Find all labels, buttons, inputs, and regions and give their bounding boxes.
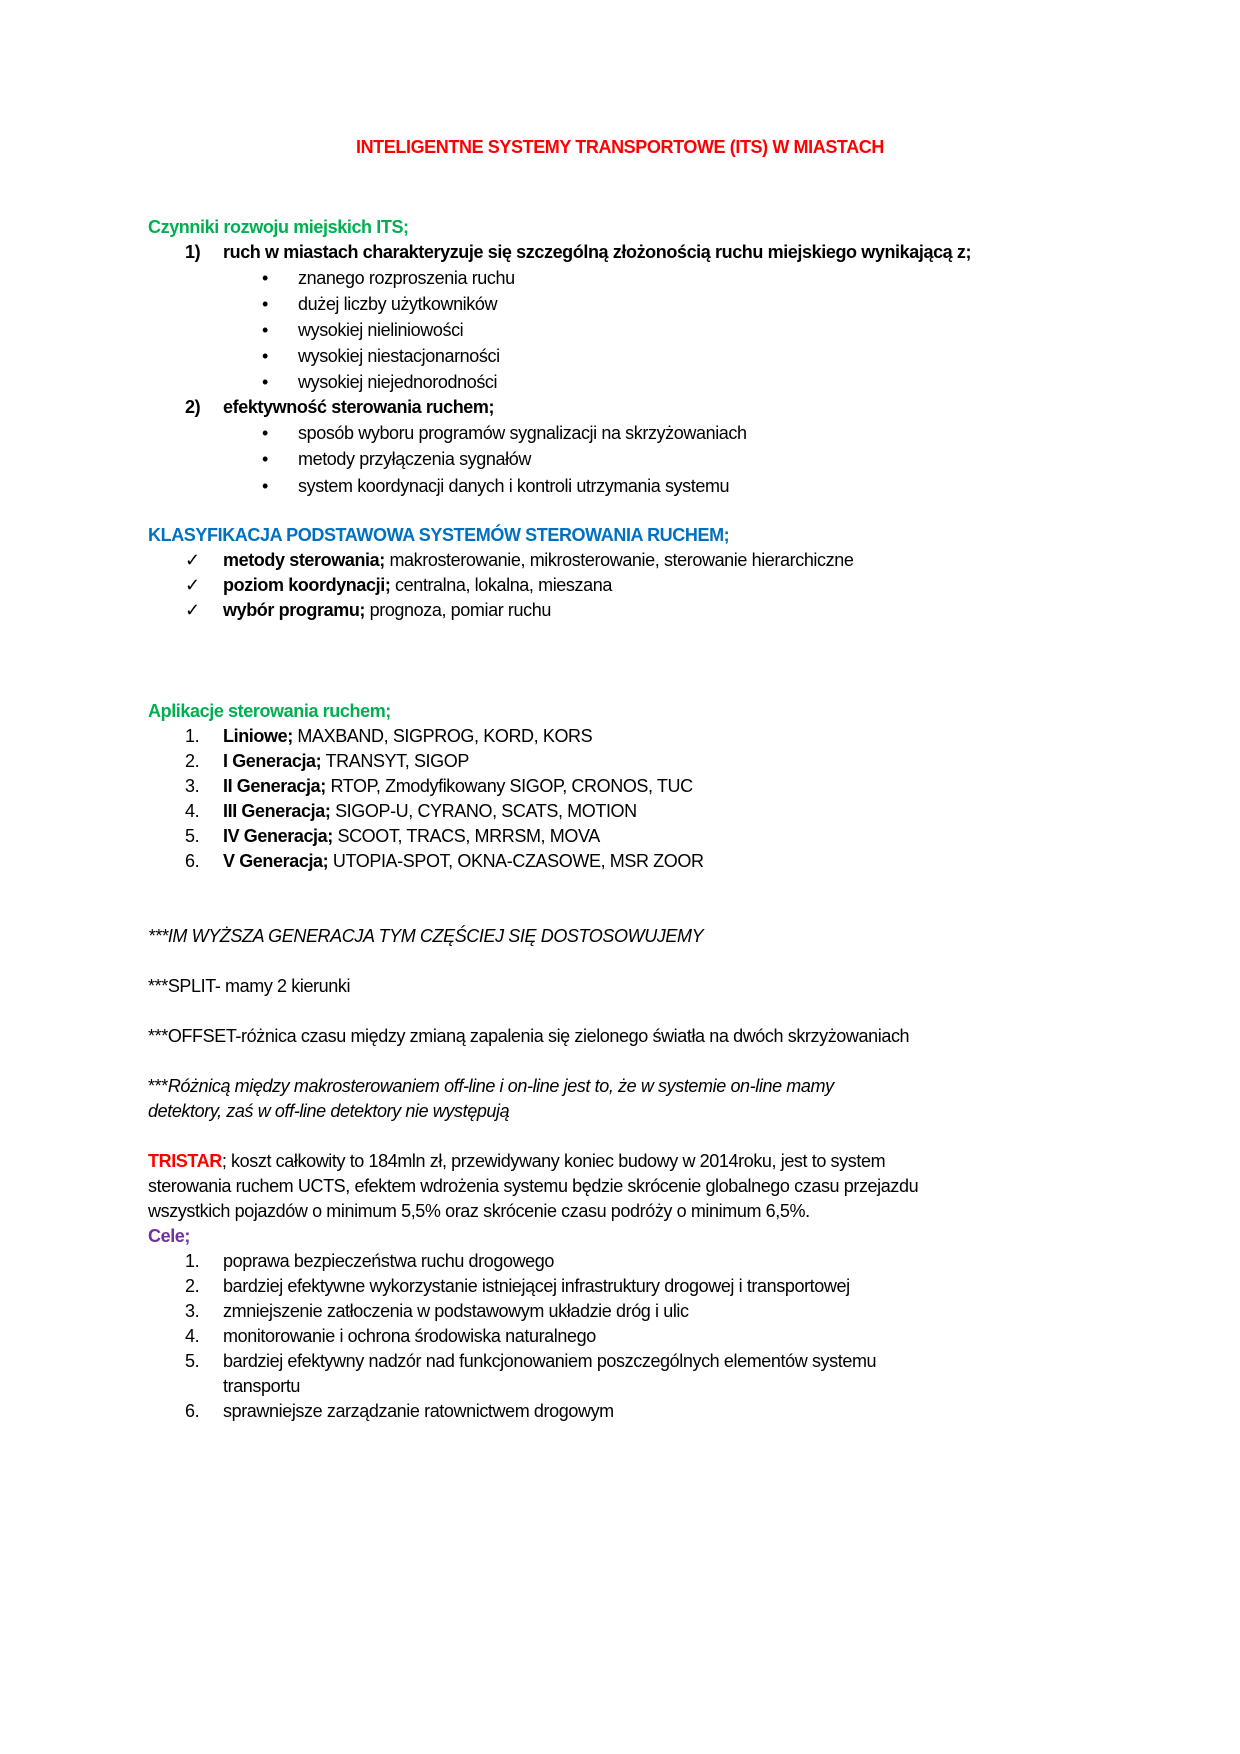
goal-text: poprawa bezpieczeństwa ruchu drogowego [223,1251,555,1271]
check-item-text: centralna, lokalna, mieszana [390,575,612,595]
bullet-icon: • [262,320,268,340]
check-item-label: wybór programu; [223,600,366,620]
tristar-text-line: sterowania ruchem UCTS, efektem wdrożenia systemu będzie skrócenie globalnego czasu przejazdu [148,1176,919,1196]
check-item-label: metody sterowania; [223,550,385,570]
tristar-text-line: wszystkich pojazdów o minimum 5,5% oraz skrócenie czasu podróży o minimum 6,5%. [148,1201,810,1221]
section-heading-klasyfikacja: KLASYFIKACJA PODSTAWOWA SYSTEMÓW STEROWANIA RUCHEM; [148,525,730,545]
item-text: TRANSYT, SIGOP [321,751,469,771]
item-text: SIGOP-U, CYRANO, SCATS, MOTION [330,801,637,821]
section-heading-czynniki: Czynniki rozwoju miejskich ITS; [148,217,409,237]
bullet-icon: • [262,268,268,288]
item-label: V Generacja; [223,851,329,871]
item-number: 4. [185,1326,200,1346]
item-text: SCOOT, TRACS, MRRSM, MOVA [332,826,600,846]
numbered-item [185,240,972,264]
item-number: 5. [185,826,200,846]
check-item [185,598,551,622]
item-text: efektywność sterowania ruchem; [223,397,495,417]
item-label: II Generacja; [223,776,326,796]
note-generation: ***IM WYŻSZA GENERACJA TYM CZĘŚCIEJ SIĘ DOSTOSOWUJEMY [148,926,704,946]
numbered-item [185,395,495,419]
bullet-item [262,344,500,368]
item-number: 3. [185,1301,200,1321]
item-number: 6. [185,851,200,871]
item-number: 1. [185,726,200,746]
bullet-icon: • [262,346,268,366]
check-item-label: poziom koordynacji; [223,575,391,595]
item-text: RTOP, Zmodyfikowany SIGOP, CRONOS, TUC [325,776,693,796]
bullet-text: znanego rozproszenia ruchu [298,268,515,288]
tristar-paragraph [148,1149,885,1173]
numbered-item [185,799,637,823]
numbered-item [185,724,593,748]
bullet-item [262,421,747,445]
note-online-offline [148,1074,834,1098]
goal-item [185,1324,596,1348]
bullet-item [262,447,531,471]
item-number: 2) [185,397,201,417]
item-text: ruch w miastach charakteryzuje się szczególną złożonością ruchu miejskiego wynikającą z; [223,242,972,262]
bullet-item [262,266,515,290]
check-icon: ✓ [185,575,200,595]
bullet-item [262,292,498,316]
bullet-text: sposób wyboru programów sygnalizacji na skrzyżowaniach [298,423,747,443]
bullet-icon: • [262,372,268,392]
bullet-item [262,318,464,342]
goal-text-cont: transportu [223,1376,301,1396]
note-split: ***SPLIT- mamy 2 kierunki [148,976,351,996]
numbered-item [185,824,600,848]
goal-text: bardziej efektywne wykorzystanie istniejącej infrastruktury drogowej i transportowej [223,1276,850,1296]
goal-item [185,1399,614,1423]
item-number: 4. [185,801,200,821]
item-label: III Generacja; [223,801,331,821]
item-label: I Generacja; [223,751,322,771]
section-heading-aplikacje: Aplikacje sterowania ruchem; [148,701,391,721]
bullet-text: metody przyłączenia sygnałów [298,449,531,469]
goal-item [185,1349,877,1373]
goal-text: sprawniejsze zarządzanie ratownictwem drogowym [223,1401,614,1421]
item-number: 5. [185,1351,200,1371]
item-text: UTOPIA-SPOT, OKNA-CZASOWE, MSR ZOOR [328,851,704,871]
note-prefix: *** [148,1076,168,1096]
item-text: MAXBAND, SIGPROG, KORD, KORS [292,726,593,746]
goal-text: zmniejszenie zatłoczenia w podstawowym układzie dróg i ulic [223,1301,689,1321]
bullet-item [262,370,498,394]
bullet-icon: • [262,476,268,496]
bullet-text: wysokiej niestacjonarności [298,346,500,366]
numbered-item [185,774,693,798]
bullet-icon: • [262,449,268,469]
check-icon: ✓ [185,600,200,620]
goal-text: monitorowanie i ochrona środowiska naturalnego [223,1326,596,1346]
note-text: Różnicą między makrosterowaniem off-line i on-line jest to, że w systemie on-line mamy [167,1076,834,1096]
bullet-text: dużej liczby użytkowników [298,294,498,314]
item-number: 3. [185,776,200,796]
check-item-text: makrosterowanie, mikrosterowanie, sterowanie hierarchiczne [384,550,854,570]
bullet-icon: • [262,294,268,314]
goal-item [185,1274,850,1298]
item-number: 1) [185,242,201,262]
item-number: 2. [185,751,200,771]
tristar-label: TRISTAR [148,1151,222,1171]
page-title: INTELIGENTNE SYSTEMY TRANSPORTOWE (ITS) W MIASTACH [355,137,884,157]
goal-text: bardziej efektywny nadzór nad funkcjonowaniem poszczególnych elementów systemu [223,1351,877,1371]
item-number: 6. [185,1401,200,1421]
bullet-item [262,474,730,498]
check-item [185,548,854,572]
check-item [185,573,612,597]
check-icon: ✓ [185,550,200,570]
note-online-offline-cont: detektory, zaś w off-line detektory nie występują [148,1101,510,1121]
item-number: 2. [185,1276,200,1296]
bullet-icon: • [262,423,268,443]
note-offset: ***OFFSET-różnica czasu między zmianą zapalenia się zielonego światła na dwóch skrzyżowaniach [148,1026,910,1046]
numbered-item [185,749,469,773]
bullet-text: wysokiej niejednorodności [298,372,498,392]
item-label: IV Generacja; [223,826,333,846]
goal-item [185,1249,555,1273]
bullet-text: wysokiej nieliniowości [298,320,464,340]
item-number: 1. [185,1251,200,1271]
check-item-text: prognoza, pomiar ruchu [365,600,551,620]
numbered-item [185,849,704,873]
goals-heading: Cele; [148,1226,191,1246]
goal-item [185,1299,689,1323]
bullet-text: system koordynacji danych i kontroli utrzymania systemu [298,476,730,496]
item-label: Liniowe; [223,726,293,746]
tristar-text: ; koszt całkowity to 184mln zł, przewidywany koniec budowy w 2014roku, jest to system [221,1151,886,1171]
